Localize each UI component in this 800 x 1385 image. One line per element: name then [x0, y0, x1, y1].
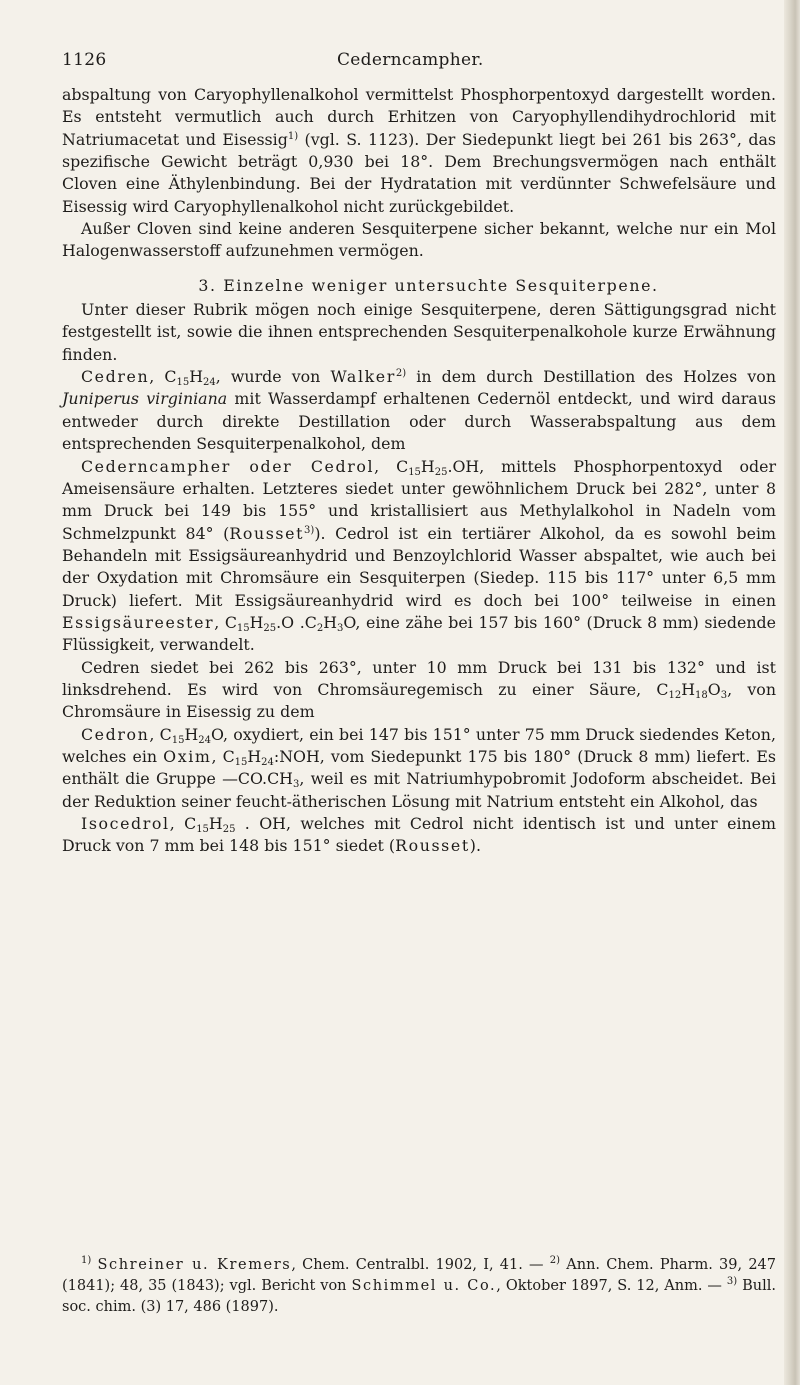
body-text [62, 84, 776, 858]
formula-acid: $C_{12}H_{18}O_3$ [656, 679, 728, 701]
footnote-mark-2: 2) [549, 1255, 561, 1266]
page-number: 1126 [62, 50, 107, 70]
formula-ester: $C_{15}H_{25}.O$ $.C_2H_3O$ [224, 612, 356, 634]
author-rousset-2: Rousset [395, 836, 470, 856]
paragraph-3: Unter dieser Rubrik mögen noch einige Sesquiterpene, deren Sättigungsgrad nicht festgestellt ist, sowie die ihnen entsprechenden Sesquiterpenalkohole kurze Erwähnung finden. [62, 300, 776, 364]
species-name: Juniperus virginiana [62, 389, 228, 409]
section-heading: 3. Einzelne weniger untersuchte Sesquiterpene. [198, 275, 659, 295]
footnote-ref-2: 2) [395, 368, 407, 380]
paragraph-2: Außer Cloven sind keine anderen Sesquiterpene sicher bekannt, welche nur ein Mol Halogenwasserstoff aufzunehmen vermögen. [62, 219, 776, 261]
formula-cedrol: $C_{15}H_{25}.OH$ [396, 456, 480, 478]
footnote-ref-3: 3) [304, 524, 315, 536]
paragraph-1: abspaltung von Caryophyllenalkohol vermittelst Phosphorpentoxyd dargestellt worden. Es entsteht vermutlich auch durch Erhitzen von Caryophyllendihydrochlorid mit Natriumacetat und Eisessig$^{1)}$ (vgl. S. 1123). Der Siedepunkt liegt bei 261 bis 263°, das spezifische Gewicht beträgt 0,930 bei 18°. Dem Brechungsvermögen nach enthält Cloven eine Äthylenbindung. Bei der Hydratation mit verdünnter Schwefelsäure und Eisessig wird Caryophyllenalkohol nicht zurückgebildet. [62, 85, 776, 216]
term-oxim: Oxim [163, 746, 212, 766]
running-header [62, 50, 774, 78]
footnote-mark-3: 3) [726, 1276, 738, 1287]
footnote-ref-1: 1) [287, 130, 299, 142]
term-isocedrol: Isocedrol [81, 814, 170, 833]
paragraph-cedren: Cedren, $C_{15}H_{24}$, wurde von Walker$^{2)}$ in dem durch Destillation des Holzes von Juniperus virginiana mit Wasserdampf erhaltenen Cedernöl entdeckt, und wird daraus entweder durch direkte Destillation oder durch Wasserabspaltung aus dem entsprechenden Sesquiterpenalkohol, dem [62, 367, 776, 454]
footnote-1-authors: Schreiner u. Kremers [97, 1257, 292, 1273]
paragraph-cedrol: Cederncampher oder Cedrol, $C_{15}H_{25}.OH$, mittels Phosphorpentoxyd oder Ameisensäure erhalten. Letzteres siedet unter gewöhnlichem Druck bei 282°, unter 8 mm Druck bei 149 bis 155° und kristallisiert aus Methylalkohol in Nadeln vom Schmelzpunkt 84° (Rousset$^{3)}$). Cedrol ist ein tertiärer Alkohol, da es sowohl beim Behandeln mit Essigsäureanhydrid und Benzoylchlorid Wasser abspaltet, wie auch bei der Oxydation mit Chromsäure ein Sesquiterpen (Siedep. 115 bis 117° unter 6,5 mm Druck) liefert. Mit Essigsäureanhydrid wird es doch bei 100° teilweise in einen Essigsäureester, $C_{15}H_{25}.O$ $.C_2H_3O$, eine zähe bei 157 bis 160° (Druck 8 mm) siedende Flüssigkeit, verwandelt. [62, 456, 776, 655]
paragraph-isocedrol: Isocedrol, $C_{15}H_{25}$ . OH, welches mit Cedrol nicht identisch ist und unter einem Druck von 7 mm bei 148 bis 151° siedet (Rousset). [62, 814, 777, 856]
term-cedron: Cedron [81, 724, 150, 744]
formula-isocedrol: $C_{15}H_{25}$ . OH [184, 814, 286, 835]
formula-cedren: $C_{15}H_{24}$ [164, 367, 216, 389]
paragraph-cedren-oxidation: Cedren siedet bei 262 bis 263°, unter 10 mm Druck bei 131 bis 132° und ist linksdrehend. Es wird von Chromsäuregemisch zu einer Säure, $C_{12}H_{18}O_3$, von Chromsäure in Eisessig zu dem [62, 657, 776, 722]
footnote-block: $^{1)}$ Schreiner u. Kremers, Chem. Centralbl. 1902, I, 41. — $^{2)}$ Ann. Chem. Pharm. 39, 247 (1841); 48, 35 (1843); vgl. Bericht von Schimmel u. Co., Oktober 1897, S. 12, Anm. — $^{3)}$ Bull. soc. chim. (3) 17, 486 (1897). [62, 1255, 777, 1315]
term-cedrol: Cederncampher oder Cedrol [81, 456, 375, 476]
running-title: Cederncampher. [337, 50, 484, 70]
formula-oxim: $C_{15}H_{24}:NOH$ [222, 746, 320, 768]
formula-cedron: $C_{15}H_{24}O$ [159, 724, 224, 746]
footnotes [62, 1255, 776, 1318]
author-walker: Walker [330, 367, 396, 387]
page-edge-shadow [784, 0, 800, 1385]
footnote-mark-1: 1) [81, 1255, 92, 1266]
paragraph-cedron: Cedron, $C_{15}H_{24}O$, oxydiert, ein bei 147 bis 151° unter 75 mm Druck siedendes Keton, welches ein Oxim, $C_{15}H_{24}:NOH$, vom Siedepunkt 175 bis 180° (Druck 8 mm) liefert. Es enthält die Gruppe $—CO.CH_3$, weil es mit Natriumhypobromit Jodoform abscheidet. Bei der Reduktion seiner feucht-ätherischen Lösung mit Natrium entsteht ein Alkohol, das [62, 724, 776, 811]
term-cedren: Cedren [81, 367, 150, 387]
footnote-2-author: Schimmel u. Co. [351, 1278, 497, 1294]
term-ester: Essigsäureester [62, 612, 215, 632]
author-rousset: Rousset [229, 523, 305, 543]
